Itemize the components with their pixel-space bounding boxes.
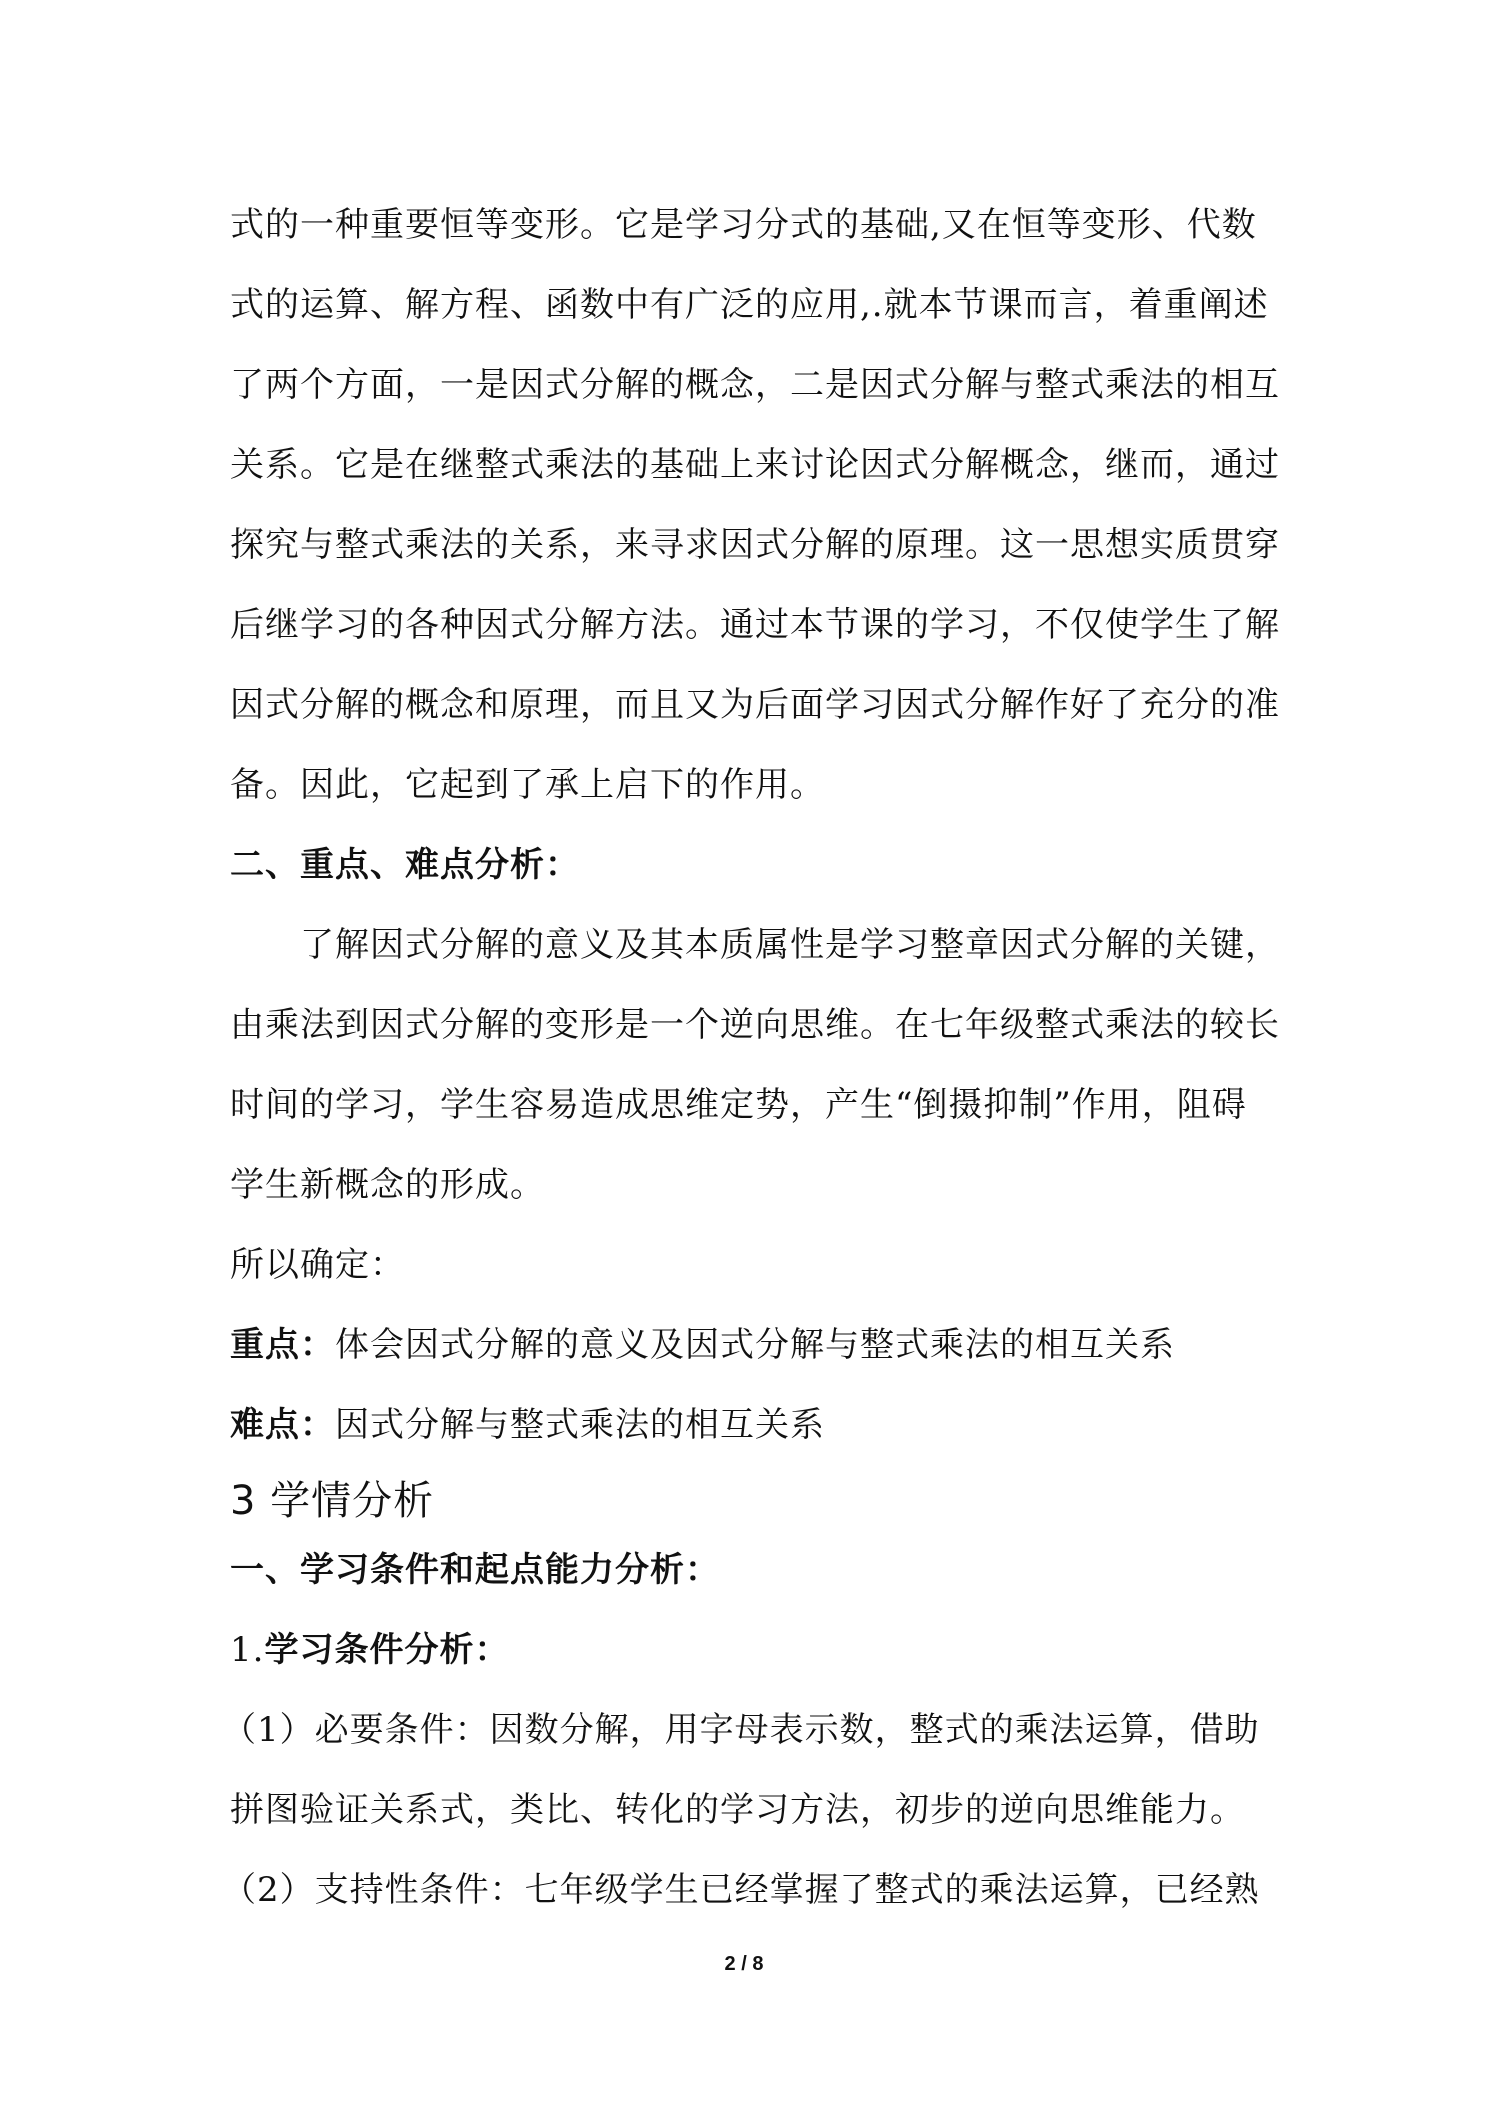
- paragraph-line: 了两个方面，一是因式分解的概念，二是因式分解与整式乘法的相互: [230, 365, 1280, 405]
- difficult-point-line: [230, 1405, 1270, 1445]
- paragraph-line: 拼图验证关系式，类比、转化的学习方法，初步的逆向思维能力。: [230, 1790, 1245, 1830]
- key-point-text: 体会因式分解的意义及因式分解与整式乘法的相互关系: [335, 1325, 1175, 1365]
- paragraph-line: 后继学习的各种因式分解方法。通过本节课的学习，不仅使学生了解: [230, 605, 1280, 645]
- paragraph-line: （1）必要条件：因数分解，用字母表示数，整式的乘法运算，借助: [222, 1710, 1260, 1750]
- section-heading: 二、重点、难点分析：: [230, 845, 580, 885]
- paragraph-line: 式的一种重要恒等变形。它是学习分式的基础,又在恒等变形、代数: [230, 205, 1257, 245]
- paragraph-line: 了解因式分解的意义及其本质属性是学习整章因式分解的关键，: [300, 925, 1280, 965]
- subsubsection-number: 1.: [230, 1630, 265, 1670]
- paragraph-line: 学生新概念的形成。: [230, 1165, 545, 1205]
- paragraph-line: 式的运算、解方程、函数中有广泛的应用,.就本节课而言，着重阐述: [230, 285, 1269, 325]
- paragraph-line: 关系。它是在继整式乘法的基础上来讨论因式分解概念，继而，通过: [230, 445, 1280, 485]
- difficult-point-label: 难点：: [230, 1405, 335, 1445]
- key-point-line: [230, 1325, 1270, 1365]
- difficult-point-text: 因式分解与整式乘法的相互关系: [335, 1405, 825, 1445]
- paragraph-line: 备。因此，它起到了承上启下的作用。: [230, 765, 825, 805]
- paragraph-line: 由乘法到因式分解的变形是一个逆向思维。在七年级整式乘法的较长: [230, 1005, 1280, 1045]
- paragraph-line: 时间的学习，学生容易造成思维定势，产生“倒摄抑制”作用，阻碍: [230, 1085, 1247, 1125]
- key-point-label: 重点：: [230, 1325, 335, 1365]
- paragraph-line: 因式分解的概念和原理，而且又为后面学习因式分解作好了充分的准: [230, 685, 1280, 725]
- so-determined-text: 所以确定：: [230, 1245, 405, 1285]
- subsubsection-heading: [230, 1630, 1270, 1670]
- paragraph-line: （2）支持性条件：七年级学生已经掌握了整式的乘法运算，已经熟: [222, 1870, 1260, 1910]
- paragraph-line: 探究与整式乘法的关系，来寻求因式分解的原理。这一思想实质贯穿: [230, 525, 1280, 565]
- subsubsection-text: 学习条件分析：: [264, 1630, 510, 1670]
- subsection-heading: 一、学习条件和起点能力分析：: [230, 1550, 720, 1590]
- section-title: 3 学情分析: [230, 1478, 435, 1524]
- page-number: 2 / 8: [724, 1953, 764, 1975]
